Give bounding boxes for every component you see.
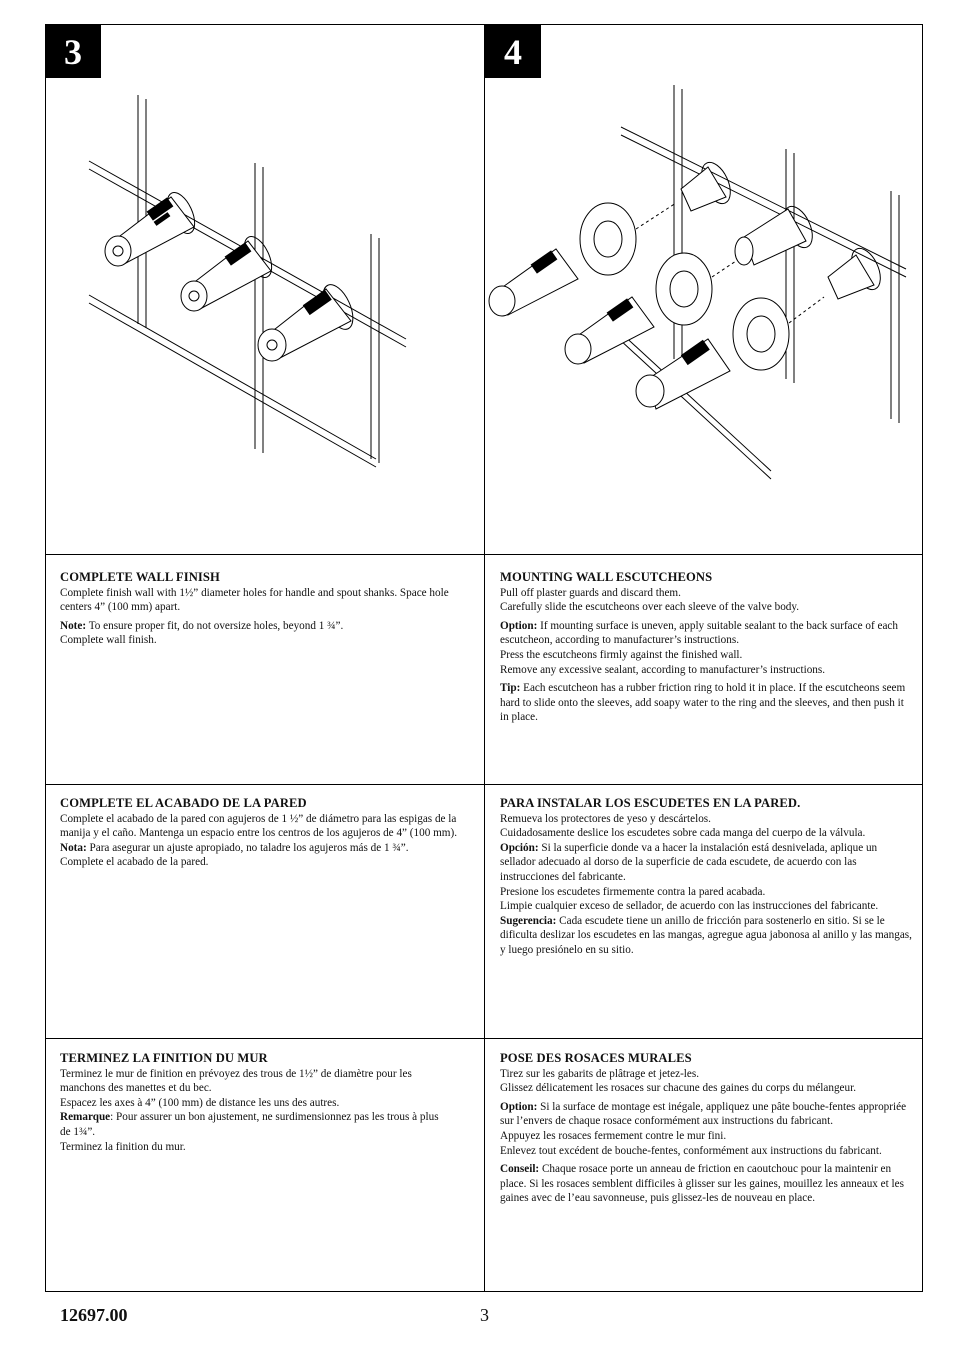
- column-divider: [484, 24, 485, 1292]
- fr-escutcheons-section: [500, 1051, 914, 1210]
- mounting-escutcheons-illustration: [486, 79, 923, 553]
- es-wall-finish-section: [60, 796, 470, 874]
- note-paragraph: Note: To ensure proper fit, do not oversize holes, beyond 1 ¾”. Complete wall finish.: [60, 619, 344, 647]
- paragraph: Complete finish wall with 1½” diameter holes for handle and spout shanks. Space hole centers 4” (100 mm) apart.: [60, 586, 449, 614]
- paragraph: Pull off plaster guards and discard them. Carefully slide the escutcheons over each sleeve of the valve body.: [500, 586, 800, 614]
- en-wall-finish-section: [60, 570, 482, 652]
- section-title: POSE DES ROSACES MURALES: [500, 1051, 692, 1065]
- row-divider-3: [45, 1038, 923, 1039]
- es-escutcheons-section: [500, 796, 912, 962]
- section-title: COMPLETE WALL FINISH: [60, 570, 220, 584]
- section-title: COMPLETE EL ACABADO DE LA PARED: [60, 796, 307, 810]
- paragraph: Complete el acabado de la pared con agujeros de 1 ½” de diámetro para las espigas de la manija y el caño. Mantenga un espacio entre los centros de los agujeros de 4” (100 mm). Nota: Para asegurar un ajuste apropiado, no taladre los agujeros más de 1 ¾”. Complete el acabado de la pared.: [60, 812, 458, 869]
- paragraph: Terminez le mur de finition en prévoyez des trous de 1½” de diamètre pour les manchons des manettes et du bec. Espacez les axes à 4” (100 mm) de distance les uns des autres. Remarque: Pour assurer un bon ajustement, ne surdimensionnez pas les trous à plus de 1¾”. Terminez la finition du mur.: [60, 1067, 439, 1153]
- step-number-3: 3: [45, 25, 101, 78]
- en-escutcheons-section: [500, 570, 912, 729]
- tip-paragraph: Tip: Each escutcheon has a rubber friction ring to hold it in place. If the escutcheons seem hard to slide onto the sleeves, add soapy water to the ring and the sleeves, and then push it in place.: [500, 682, 906, 724]
- section-title: PARA INSTALAR LOS ESCUDETES EN LA PARED.: [500, 796, 801, 810]
- option-paragraph: Option: Si la surface de montage est inégale, appliquez une pâte bouche-fentes appropriée sur l’envers de chaque rosace conformément aux instructions du fabricant. Appuyez les rosaces fermement contre le mur fini. Enlevez tout excédent de bouche-fentes, conformément aux instructions du fabricant.: [500, 1100, 907, 1157]
- row-divider-1: [45, 554, 923, 555]
- fr-wall-finish-section: [60, 1051, 440, 1158]
- wall-finish-illustration: [46, 79, 483, 553]
- tip-paragraph: Conseil: Chaque rosace porte un anneau de friction en caoutchouc pour la maintenir en place. Si les rosaces semblent difficiles à glisser sur les gaines, mouillez les anneaux et les gaines avec de l’eau savonneuse, puis glissez-les de nouveau en place.: [500, 1163, 904, 1205]
- row-divider-2: [45, 784, 923, 785]
- section-title: TERMINEZ LA FINITION DU MUR: [60, 1051, 268, 1065]
- paragraph: Remueva los protectores de yeso y descártelos. Cuidadosamente deslice los escudetes sobre cada manga del cuerpo de la válvula. Opción: Si la superficie donde va a hacer la instalación está desnivelada, aplique un sellador adecuado al dorso de la superficie de cada escudete, de acuerdo con las instrucciones del fabricante. Presione los escudetes firmemente contra la pared acabada. Limpie cualquier exceso de sellador, de acuerdo con las instrucciones del fabricante. Sugerencia: Cada escudete tiene un anillo de fricción para sostenerlo en sitio. Si se le dificulta deslizar los escudetes en las mangas, agregue agua jabonosa al anillo y las mangas, y luego presiónelo en su sitio.: [500, 812, 912, 956]
- page-number: 3: [480, 1305, 489, 1325]
- paragraph: Tirez sur les gabarits de plâtrage et jetez-les. Glissez délicatement les rosaces sur chacune des gaines du corps du mélangeur.: [500, 1067, 857, 1095]
- option-paragraph: Option: If mounting surface is uneven, apply suitable sealant to the back surface of each escutcheon, according to manufacturer’s instructions. Press the escutcheons firmly against the finished wall. Remove any excessive sealant, according to manufacturer’s instructions.: [500, 619, 898, 676]
- step-number-4: 4: [485, 25, 541, 78]
- document-code: 12697.00: [60, 1305, 128, 1325]
- section-title: MOUNTING WALL ESCUTCHEONS: [500, 570, 713, 584]
